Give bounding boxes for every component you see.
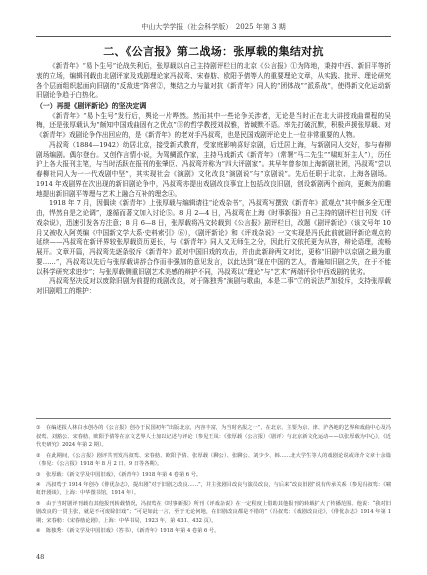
article-body	[36, 62, 391, 297]
footnote	[36, 424, 391, 450]
footnote-mark: ⑥	[36, 528, 41, 535]
footnote-text: 在此期间，《公言报》剧评共刊发冯叔鸾、宋春舫、欧阳予倩、张厚载（聊公）、张聊公、刘少少、韩……北大学生等人的戏剧论说或译介文章十余篇（参见：《公言报》1918 年 8 月 2 日、9 日等各期）。	[36, 452, 391, 468]
footnote	[36, 452, 391, 469]
page-number: 48	[36, 553, 45, 561]
footnote	[36, 481, 391, 498]
paragraph: 1918 年 7 月，因偶读《新青年》上张厚载与编辑请往“论戏杂书”，冯叔鸾写撰致《新青年》派观点”其中颇多全无理由，悍然自是之论调”，遂循而著文加入讨论⑤。8 月 2—4 日，冯叔鸾在上海《时事新报》自己主持的剧评栏目刊发《评戏杂说》，迅速引发各方注意；8 月 6—8 日，张厚载将冯文转载到《公言报》剧评栏目，改题《剧评新论》（该文号年 10 月又被收入阿英编《中国新文学大系·史料索引》⑥），《剧评新论》和《评戏杂说》一文实现是冯氏此前就剧评新论观点的延续——冯叔鸾在新评界较张厚载资历更长，与《新青年》同人又无师生之分，因此行文依托更为从容，辩论语理，流畅展开。文章开篇，冯叔鸾先逐条驳斥《新青年》派对中国旧戏的攻击，并由此新辟两文对比，更称“旧剧中以京剧之最为重要……”，冯叔鸾以先后与张厚载讲辞合作而非强加的意见发言，以此达到“现在中国的艺人，普遍知旧剧之失，在于不能以科学研究求进步”；与张厚载侧重旧剧艺术美感的辩护不同，冯叔鸾以“理论”与“艺术”两端评价中西戏剧的优劣。	[36, 199, 391, 276]
footnote-text: 陈独秀：《新文学及中国旧戏》（答书），《新青年》1918 年第 4 卷第 6 号。	[46, 528, 220, 535]
footnote-mark: ③	[36, 471, 41, 478]
paragraph: 冯叔鸾坚决反对以废除旧剧为前提的戏剧改良，对于陈独秀“演剧与歌曲，本是二事”⑦的说法严加驳斥，支持张厚载对旧剧唱工的维护：	[36, 277, 391, 295]
footnote-mark: ⑤	[36, 500, 41, 507]
paragraph: 《新青年》“易卜生号”论战失利后，张厚载以自己主持剧评栏目的北京《公言报》①为阵地，秉持中西、新旧平等折衷的立场，编辑刊载由北剧评家及戏剧理论家冯叔鸾、宋春舫、欧阳予倩等人的重要理论文章，从实践、批评、理论研究各个层面组织起面向旧剧的“反敌进”阵营②，集结之力与量对抗《新青年》同人的“团体战”“派系战”，使得新文化运动新旧剧论争趋于白热化。	[36, 62, 391, 100]
footnote	[36, 471, 391, 480]
paragraph: 《新青年》“易卜生号”发行后，舆论一片哗然。然而其中一些论争关涉者，无论是当时正在北大讲授戏曲课程的吴梅，还是张厚载认为“颇知中国戏曲固有之优点”③的哲学教授刘叔雅，皆缄默不语。率先打破沉默，积极声援张厚载、对《新青年》戏剧论争作出回应的，是《新青年》的老对手冯叔鸾，也是民国戏剧评论史上一位非常重要的人物。	[36, 111, 391, 139]
footnote-mark: ②	[36, 452, 41, 459]
footnotes	[36, 418, 391, 537]
footnote-text: 在编述报人林白水创办的《公言报》创办于民国初年“出版北京，内容丰富，为当时名报之一”，在北京，主要为京、津、沪各地的艺界和戏曲中心及冯叔鸾、刘豁公、宋春舫、欧阳予倩等在京文艺界人士加以记述与评论（参见王凤：《张厚载（公言报）〈剧评〉与北京新文化运动——以张厚载为中心》，《近代史研究》2024 年第 2 期）。	[36, 425, 391, 449]
footnote-mark: ①	[36, 425, 41, 431]
footnote	[36, 500, 391, 526]
running-header: 中山大学学报（社会科学版） 2025 年第 3 期	[36, 22, 391, 37]
footnote-text: 张厚载：《新文学及中国旧戏》，《新青年》1918 年第 4 卷第 6 号。	[46, 471, 202, 478]
paragraph: 冯叔鸾（1884—1942）幼居北京，接受新式教育，受家庭影响喜好京剧，后迁居上海，与新剧同人交好，参与春柳剧场编剧。偶尔登台。又创作言情小说，为驾鲷派作家，主持马戏新式《新青年》（常署“马二先生”“啸虹轩主人”），历任沪上各大报刊主笔，与当时活跃在报刊的张肇臣、冯叔鸾并称为“四大评剧家”。其早年曾参加上海新剧社团，冯叔鸾“尝以春柳社同人为一一代戏剧中坚”，其实现社会《演剧》文化改良“演剧说”与“京剧说”。先后任职于北京、上海各剧场。1914 年戏剧界在次出现的新旧剧论争中，冯叔鸾亦提出戏剧改良事宜上包括改良旧剧，创设新剧两个面向，更颇为前瞻地提出新旧剧平等理与艺术上融合互补的理念④。	[36, 140, 391, 198]
footnote-text: 由于当时剧评刊载有其他报刊转载情况，冯叔鸾在《时事新报》所刊《评戏杂说》在一定程度上借助其他报刊的转载扩大了传播范围。他说：“我对旧剧改良的一贯主张，就是不可废除旧戏”；“可是如此一言，至于无论何地，在旧剧改良都是不错的”（冯叔鸾：《戏剧改良论》，《俳优杂志》1914 年第 1 期；宋春舫：《宋春舫论剧》，上海：中华书局，1923 年，第 431、432 页）。	[36, 500, 391, 525]
footnote	[36, 527, 391, 536]
subsection-title: （一）再提《剧评新论》的坚决定调	[36, 102, 147, 110]
footnote-text: 冯叔鸾于 1914 年创办《俳优杂志》，提出剧“对于旧剧之改良……”，并主张剧目改良与演员改良，与后来“改良旧剧”说有传承关系（参见冯叔鸾：《啸虹轩剧谈》，上海：中华图书馆，1914 年）。	[36, 481, 391, 497]
section-title: 二、《公言报》第二战场：张厚载的集结对抗	[103, 45, 324, 58]
footnote-mark: ④	[36, 481, 41, 488]
